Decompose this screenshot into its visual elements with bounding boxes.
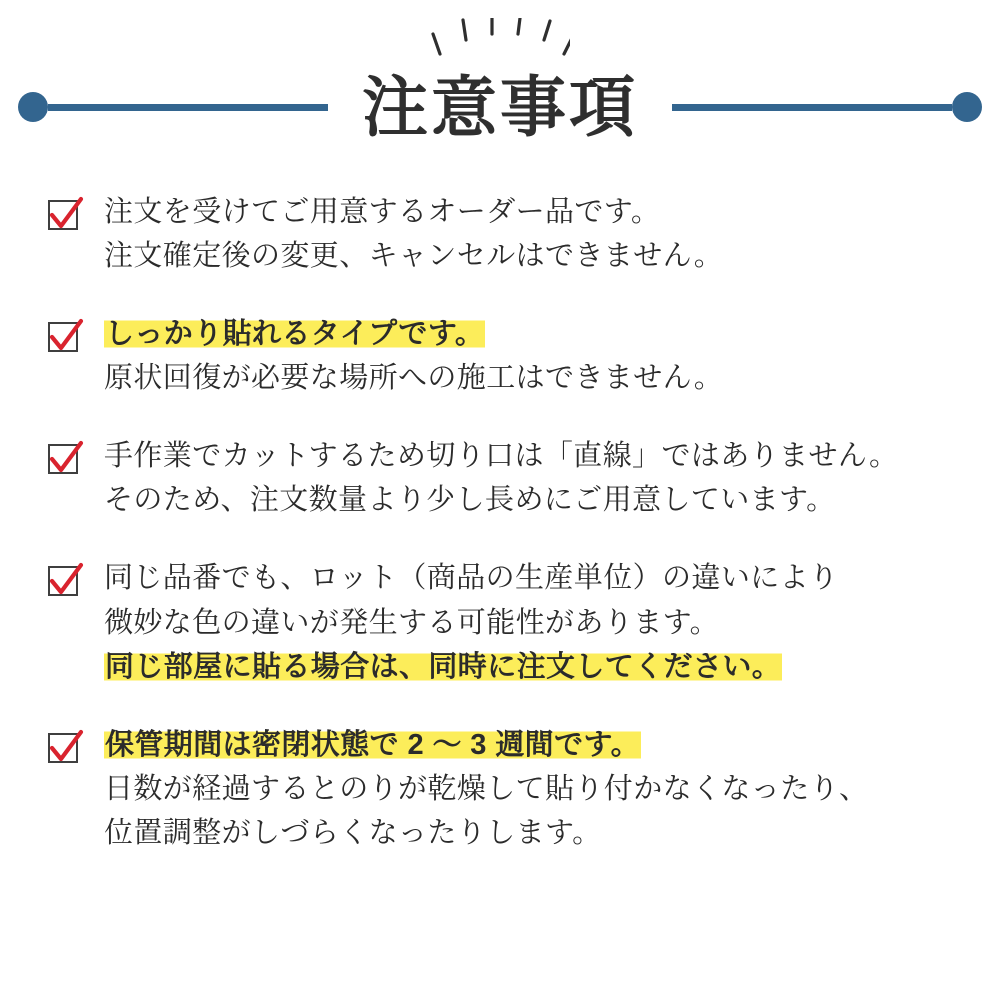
list-item-text: [104, 312, 970, 400]
checkbox-checked-icon: [46, 196, 84, 234]
list-item-line: [104, 434, 970, 478]
rule-line-left: [48, 104, 328, 111]
line-text: 微妙な色の違いが発生する可能性があります。: [104, 606, 720, 639]
rule-dot-left-icon: [18, 92, 48, 122]
line-text: 注文確定後の変更、キャンセルはできません。: [104, 240, 724, 273]
list-item-line: [104, 601, 970, 645]
title-rule-right: [672, 92, 1000, 122]
list-item: [46, 312, 970, 400]
list-item: [46, 434, 970, 522]
list-item-line: [104, 723, 970, 767]
list-item-text: [104, 434, 970, 522]
list-item-line: [104, 356, 970, 400]
rule-dot-right-icon: [952, 92, 982, 122]
page-title: 注意事項: [362, 70, 638, 144]
list-item-text: [104, 556, 970, 688]
page-header: [0, 0, 1000, 175]
line-text: 原状回復が必要な場所への施工はできません。: [104, 362, 724, 395]
list-item-line: [104, 811, 970, 855]
line-text: 注文を受けてご用意するオーダー品です。: [104, 196, 661, 228]
list-item-text: [104, 723, 970, 855]
title-rule-left: [0, 92, 328, 122]
line-text: 手作業でカットするため切り口は「直線」ではありません。: [104, 440, 899, 473]
list-item-line: [104, 190, 970, 234]
line-text: そのため、注文数量より少し長めにご用意しています。: [104, 484, 836, 517]
checkbox-checked-icon: [46, 318, 84, 356]
list-item-line: [104, 234, 970, 278]
list-item: [46, 190, 970, 278]
checkbox-checked-icon: [46, 729, 84, 767]
rule-line-right: [672, 104, 952, 111]
line-text: 日数が経過するとのりが乾燥して貼り付かなくなったり、: [104, 772, 869, 805]
list-item-text: [104, 190, 970, 278]
list-item: [46, 556, 970, 688]
highlighted-text: しっかり貼れるタイプです。: [105, 318, 485, 351]
list-item-line: [104, 556, 970, 600]
highlighted-text: 同じ部屋に貼る場合は、同時に注文してください。: [105, 650, 782, 683]
notice-list: [46, 190, 970, 889]
list-item-line: [104, 645, 970, 689]
line-text: 同じ品番でも、ロット（商品の生産単位）の違いにより: [104, 562, 839, 595]
sparkle-burst-icon: [430, 18, 570, 63]
highlighted-text: 保管期間は密閉状態で 2 ～ 3 週間です。: [105, 728, 640, 761]
checkbox-checked-icon: [46, 440, 84, 478]
list-item: [46, 723, 970, 855]
line-text: 位置調整がしづらくなったりします。: [104, 816, 602, 849]
title-row: [0, 62, 1000, 152]
checkbox-checked-icon: [46, 562, 84, 600]
list-item-line: [104, 478, 970, 522]
list-item-line: [104, 312, 970, 356]
list-item-line: [104, 767, 970, 811]
